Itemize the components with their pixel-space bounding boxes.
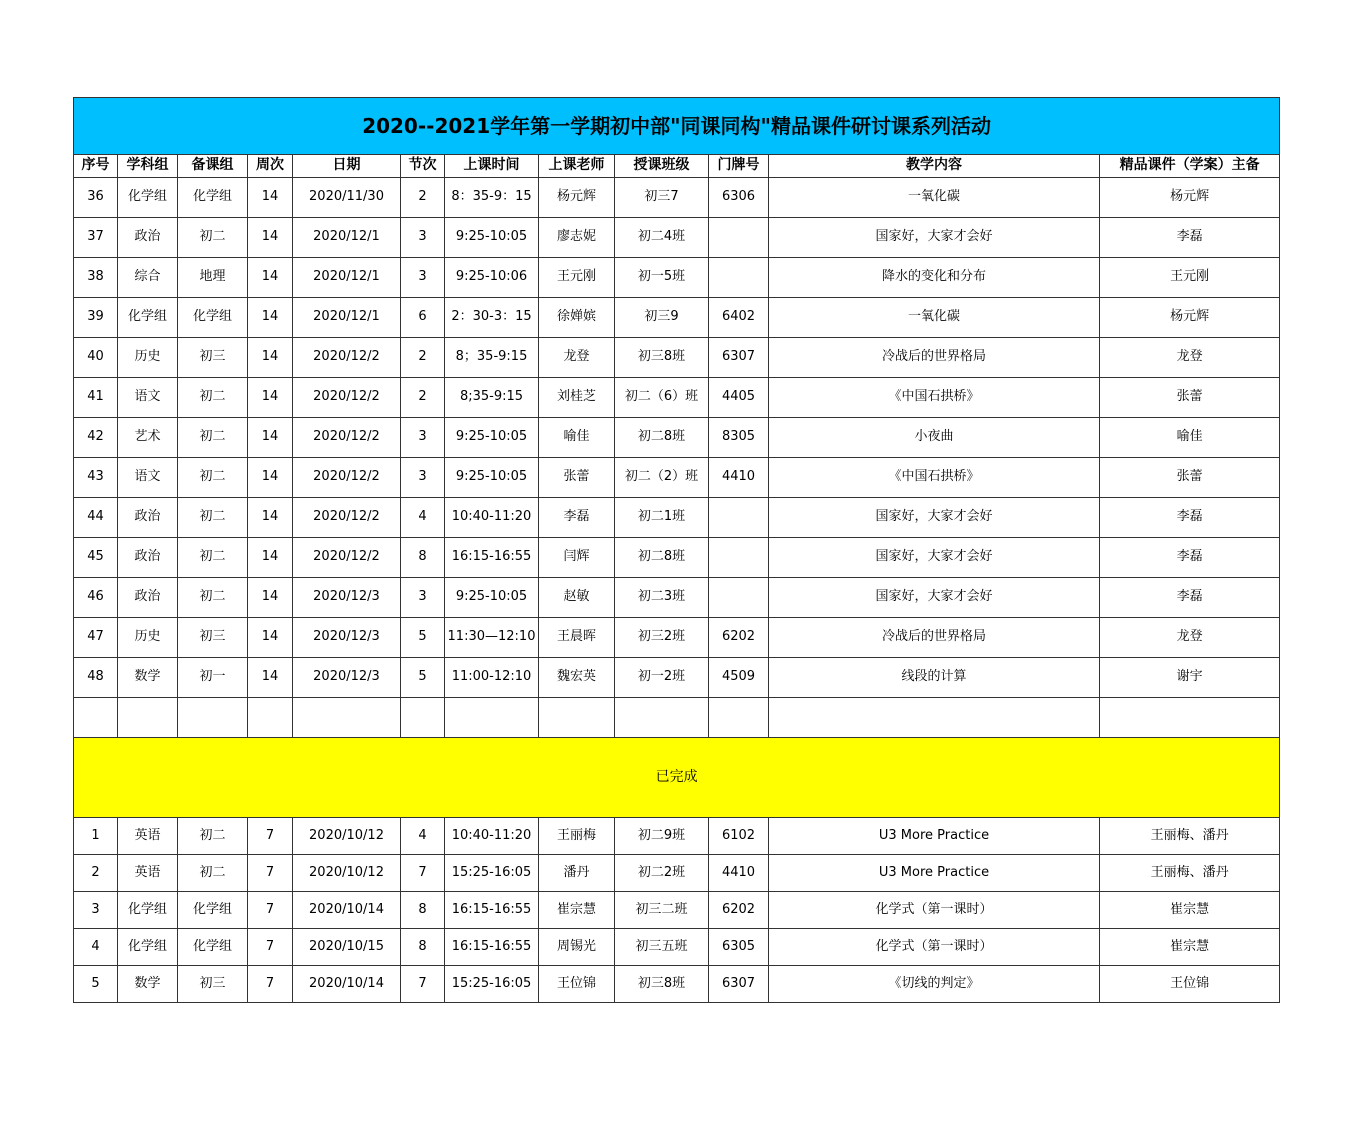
column-header: 上课时间: [445, 155, 539, 178]
cell: 谢宇: [1100, 658, 1280, 698]
cell: 一氧化碳: [769, 298, 1100, 338]
table-row: [74, 218, 1280, 258]
cell: 2020/10/12: [293, 818, 401, 855]
cell: [709, 538, 769, 578]
cell: 9:25-10:05: [445, 578, 539, 618]
cell: 地理: [178, 258, 248, 298]
table-row: [74, 418, 1280, 458]
cell: 3: [401, 418, 445, 458]
cell: 6306: [709, 178, 769, 218]
cell: 46: [74, 578, 118, 618]
cell: 11:00-12:10: [445, 658, 539, 698]
cell: 王元刚: [1100, 258, 1280, 298]
cell: 线段的计算: [769, 658, 1100, 698]
cell: [709, 258, 769, 298]
cell: 2020/12/1: [293, 218, 401, 258]
cell: 36: [74, 178, 118, 218]
cell: 初一5班: [615, 258, 709, 298]
cell: 5: [401, 658, 445, 698]
cell: 冷战后的世界格局: [769, 338, 1100, 378]
cell: 44: [74, 498, 118, 538]
cell: [709, 578, 769, 618]
cell: 14: [248, 258, 293, 298]
cell: 初三2班: [615, 618, 709, 658]
cell: 2：30-3：15: [445, 298, 539, 338]
cell: 42: [74, 418, 118, 458]
cell: [769, 698, 1100, 738]
cell: 张蕾: [1100, 458, 1280, 498]
cell: 7: [401, 855, 445, 892]
cell: 化学式（第一课时）: [769, 892, 1100, 929]
cell: 初二8班: [615, 418, 709, 458]
cell: 14: [248, 618, 293, 658]
cell: 英语: [118, 855, 178, 892]
cell: 37: [74, 218, 118, 258]
completed-label: 已完成: [74, 738, 1280, 818]
cell: 8;35-9:15: [445, 378, 539, 418]
cell: 9:25-10:05: [445, 218, 539, 258]
cell: 李磊: [1100, 538, 1280, 578]
column-header: 序号: [74, 155, 118, 178]
cell: [118, 698, 178, 738]
cell: 8：35-9：15: [445, 178, 539, 218]
cell: 初二（2）班: [615, 458, 709, 498]
cell: 初三8班: [615, 338, 709, 378]
cell: 2020/10/15: [293, 929, 401, 966]
cell: 8；35-9:15: [445, 338, 539, 378]
cell: 初三9: [615, 298, 709, 338]
sheet-title: 2020--2021学年第一学期初中部"同课同构"精品课件研讨课系列活动: [74, 98, 1280, 155]
cell: 龙登: [1100, 338, 1280, 378]
cell: 王元刚: [539, 258, 615, 298]
cell: 2020/10/14: [293, 966, 401, 1003]
schedule-table: [73, 97, 1280, 1003]
cell: 2020/12/2: [293, 458, 401, 498]
cell: 数学: [118, 966, 178, 1003]
cell: 初三8班: [615, 966, 709, 1003]
cell: 4: [74, 929, 118, 966]
cell: 11:30—12:10: [445, 618, 539, 658]
cell: 43: [74, 458, 118, 498]
cell: 初三: [178, 618, 248, 658]
cell: [401, 698, 445, 738]
cell: 初二8班: [615, 538, 709, 578]
cell: 2020/12/3: [293, 578, 401, 618]
cell: 8: [401, 929, 445, 966]
cell: 3: [401, 218, 445, 258]
table-row: [74, 618, 1280, 658]
cell: 政治: [118, 578, 178, 618]
cell: 4: [401, 818, 445, 855]
cell: 47: [74, 618, 118, 658]
cell: 化学组: [118, 929, 178, 966]
cell: 7: [248, 818, 293, 855]
cell: 14: [248, 178, 293, 218]
cell: 2: [401, 178, 445, 218]
cell: 化学组: [178, 298, 248, 338]
table-row: [74, 458, 1280, 498]
cell: 龙登: [1100, 618, 1280, 658]
cell: 7: [401, 966, 445, 1003]
cell: 初三7: [615, 178, 709, 218]
cell: 王丽梅: [539, 818, 615, 855]
cell: [709, 498, 769, 538]
cell: 6402: [709, 298, 769, 338]
cell: 14: [248, 458, 293, 498]
cell: 14: [248, 498, 293, 538]
column-header: 授课班级: [615, 155, 709, 178]
cell: 4410: [709, 458, 769, 498]
cell: 14: [248, 538, 293, 578]
cell: 初二: [178, 855, 248, 892]
cell: 政治: [118, 498, 178, 538]
cell: 化学组: [118, 892, 178, 929]
cell: 14: [248, 658, 293, 698]
cell: 《中国石拱桥》: [769, 378, 1100, 418]
cell: 初三二班: [615, 892, 709, 929]
cell: 历史: [118, 338, 178, 378]
cell: 喻佳: [539, 418, 615, 458]
cell: 数学: [118, 658, 178, 698]
cell: 张蕾: [539, 458, 615, 498]
column-header: 节次: [401, 155, 445, 178]
cell: 2: [74, 855, 118, 892]
cell: 16:15-16:55: [445, 892, 539, 929]
cell: 闫辉: [539, 538, 615, 578]
cell: 2020/10/14: [293, 892, 401, 929]
cell: 化学组: [178, 892, 248, 929]
cell: 9:25-10:05: [445, 458, 539, 498]
column-header: 学科组: [118, 155, 178, 178]
cell: 2020/12/2: [293, 538, 401, 578]
cell: 16:15-16:55: [445, 538, 539, 578]
cell: [445, 698, 539, 738]
cell: 初三五班: [615, 929, 709, 966]
cell: 刘桂芝: [539, 378, 615, 418]
cell: 9:25-10:06: [445, 258, 539, 298]
cell: 2020/12/2: [293, 338, 401, 378]
cell: [709, 218, 769, 258]
cell: 降水的变化和分布: [769, 258, 1100, 298]
cell: 潘丹: [539, 855, 615, 892]
cell: 国家好，大家才会好: [769, 498, 1100, 538]
table-row: [74, 498, 1280, 538]
cell: U3 More Practice: [769, 818, 1100, 855]
table-row: [74, 818, 1280, 855]
cell: 9:25-10:05: [445, 418, 539, 458]
cell: [539, 698, 615, 738]
cell: 国家好，大家才会好: [769, 218, 1100, 258]
cell: [615, 698, 709, 738]
cell: 历史: [118, 618, 178, 658]
table-row: [74, 966, 1280, 1003]
cell: 王晨晖: [539, 618, 615, 658]
cell: 38: [74, 258, 118, 298]
cell: 初二2班: [615, 855, 709, 892]
cell: 2020/10/12: [293, 855, 401, 892]
cell: 国家好，大家才会好: [769, 578, 1100, 618]
cell: 初一2班: [615, 658, 709, 698]
cell: 初二1班: [615, 498, 709, 538]
cell: 15:25-16:05: [445, 855, 539, 892]
cell: 3: [401, 578, 445, 618]
cell: 政治: [118, 538, 178, 578]
cell: 3: [74, 892, 118, 929]
cell: 初二: [178, 538, 248, 578]
cell: 10:40-11:20: [445, 818, 539, 855]
cell: 初二: [178, 818, 248, 855]
cell: 一氧化碳: [769, 178, 1100, 218]
cell: 化学组: [178, 929, 248, 966]
cell: 杨元辉: [1100, 298, 1280, 338]
header-row: [74, 155, 1280, 178]
cell: 14: [248, 338, 293, 378]
cell: 李磊: [539, 498, 615, 538]
cell: 45: [74, 538, 118, 578]
cell: [74, 698, 118, 738]
cell: 杨元辉: [1100, 178, 1280, 218]
cell: 化学组: [178, 178, 248, 218]
cell: 初二: [178, 458, 248, 498]
cell: 崔宗慧: [1100, 929, 1280, 966]
cell: 初二9班: [615, 818, 709, 855]
cell: 政治: [118, 218, 178, 258]
cell: 王丽梅、潘丹: [1100, 855, 1280, 892]
cell: 14: [248, 218, 293, 258]
cell: 初二: [178, 578, 248, 618]
cell: 5: [401, 618, 445, 658]
column-header: 周次: [248, 155, 293, 178]
cell: 14: [248, 578, 293, 618]
cell: 周锡光: [539, 929, 615, 966]
cell: 6307: [709, 966, 769, 1003]
cell: 徐婵嫔: [539, 298, 615, 338]
cell: 初三: [178, 338, 248, 378]
cell: 2020/12/3: [293, 618, 401, 658]
column-header: 上课老师: [539, 155, 615, 178]
cell: 小夜曲: [769, 418, 1100, 458]
cell: 李磊: [1100, 218, 1280, 258]
cell: 初二: [178, 418, 248, 458]
cell: 7: [248, 855, 293, 892]
cell: 魏宏英: [539, 658, 615, 698]
cell: 崔宗慧: [539, 892, 615, 929]
cell: 张蕾: [1100, 378, 1280, 418]
cell: 《中国石拱桥》: [769, 458, 1100, 498]
cell: 1: [74, 818, 118, 855]
cell: 6307: [709, 338, 769, 378]
cell: 3: [401, 458, 445, 498]
cell: 2: [401, 338, 445, 378]
cell: 2020/12/3: [293, 658, 401, 698]
cell: 化学组: [118, 178, 178, 218]
cell: [248, 698, 293, 738]
cell: 廖志妮: [539, 218, 615, 258]
cell: 语文: [118, 458, 178, 498]
cell: 喻佳: [1100, 418, 1280, 458]
table-row: [74, 578, 1280, 618]
cell: 初二3班: [615, 578, 709, 618]
cell: 8: [401, 538, 445, 578]
cell: 王丽梅、潘丹: [1100, 818, 1280, 855]
cell: 14: [248, 418, 293, 458]
table-row: [74, 338, 1280, 378]
cell: 8: [401, 892, 445, 929]
column-header: 教学内容: [769, 155, 1100, 178]
cell: 初二（6）班: [615, 378, 709, 418]
cell: 41: [74, 378, 118, 418]
cell: 4509: [709, 658, 769, 698]
cell: 初三: [178, 966, 248, 1003]
cell: 7: [248, 892, 293, 929]
cell: 10:40-11:20: [445, 498, 539, 538]
cell: 7: [248, 929, 293, 966]
table-row: [74, 855, 1280, 892]
cell: 化学组: [118, 298, 178, 338]
cell: 6: [401, 298, 445, 338]
column-header: 日期: [293, 155, 401, 178]
cell: 5: [74, 966, 118, 1003]
cell: 3: [401, 258, 445, 298]
cell: 《切线的判定》: [769, 966, 1100, 1003]
cell: 48: [74, 658, 118, 698]
cell: 39: [74, 298, 118, 338]
cell: 初二: [178, 218, 248, 258]
table-row: [74, 178, 1280, 218]
completed-banner: [74, 738, 1280, 818]
cell: 李磊: [1100, 578, 1280, 618]
cell: [293, 698, 401, 738]
table-row: [74, 658, 1280, 698]
table-row: [74, 538, 1280, 578]
cell: 冷战后的世界格局: [769, 618, 1100, 658]
cell: 14: [248, 298, 293, 338]
cell: 6102: [709, 818, 769, 855]
cell: 综合: [118, 258, 178, 298]
cell: 2020/12/1: [293, 298, 401, 338]
table-row: [74, 892, 1280, 929]
cell: 2020/12/2: [293, 418, 401, 458]
cell: 英语: [118, 818, 178, 855]
table-row: [74, 258, 1280, 298]
cell: 初二: [178, 498, 248, 538]
cell: 2020/12/2: [293, 498, 401, 538]
cell: 语文: [118, 378, 178, 418]
table-row: [74, 298, 1280, 338]
empty-row: [74, 698, 1280, 738]
cell: 李磊: [1100, 498, 1280, 538]
table-row: [74, 378, 1280, 418]
cell: 王位锦: [1100, 966, 1280, 1003]
cell: 初二4班: [615, 218, 709, 258]
cell: 6202: [709, 618, 769, 658]
cell: 4: [401, 498, 445, 538]
cell: 国家好，大家才会好: [769, 538, 1100, 578]
cell: 4405: [709, 378, 769, 418]
cell: 化学式（第一课时）: [769, 929, 1100, 966]
cell: 16:15-16:55: [445, 929, 539, 966]
cell: 8305: [709, 418, 769, 458]
cell: 4410: [709, 855, 769, 892]
cell: 赵敏: [539, 578, 615, 618]
column-header: 门牌号: [709, 155, 769, 178]
cell: 6202: [709, 892, 769, 929]
cell: U3 More Practice: [769, 855, 1100, 892]
column-header: 备课组: [178, 155, 248, 178]
cell: 艺术: [118, 418, 178, 458]
cell: 2020/11/30: [293, 178, 401, 218]
cell: 龙登: [539, 338, 615, 378]
cell: 2020/12/2: [293, 378, 401, 418]
cell: 2: [401, 378, 445, 418]
cell: 6305: [709, 929, 769, 966]
cell: 杨元辉: [539, 178, 615, 218]
cell: 王位锦: [539, 966, 615, 1003]
cell: 初二: [178, 378, 248, 418]
cell: [1100, 698, 1280, 738]
cell: 14: [248, 378, 293, 418]
cell: 15:25-16:05: [445, 966, 539, 1003]
cell: 2020/12/1: [293, 258, 401, 298]
cell: [709, 698, 769, 738]
cell: 崔宗慧: [1100, 892, 1280, 929]
cell: 初一: [178, 658, 248, 698]
title-row: [74, 98, 1280, 155]
cell: 40: [74, 338, 118, 378]
table-row: [74, 929, 1280, 966]
column-header: 精品课件（学案）主备: [1100, 155, 1280, 178]
cell: 7: [248, 966, 293, 1003]
cell: [178, 698, 248, 738]
